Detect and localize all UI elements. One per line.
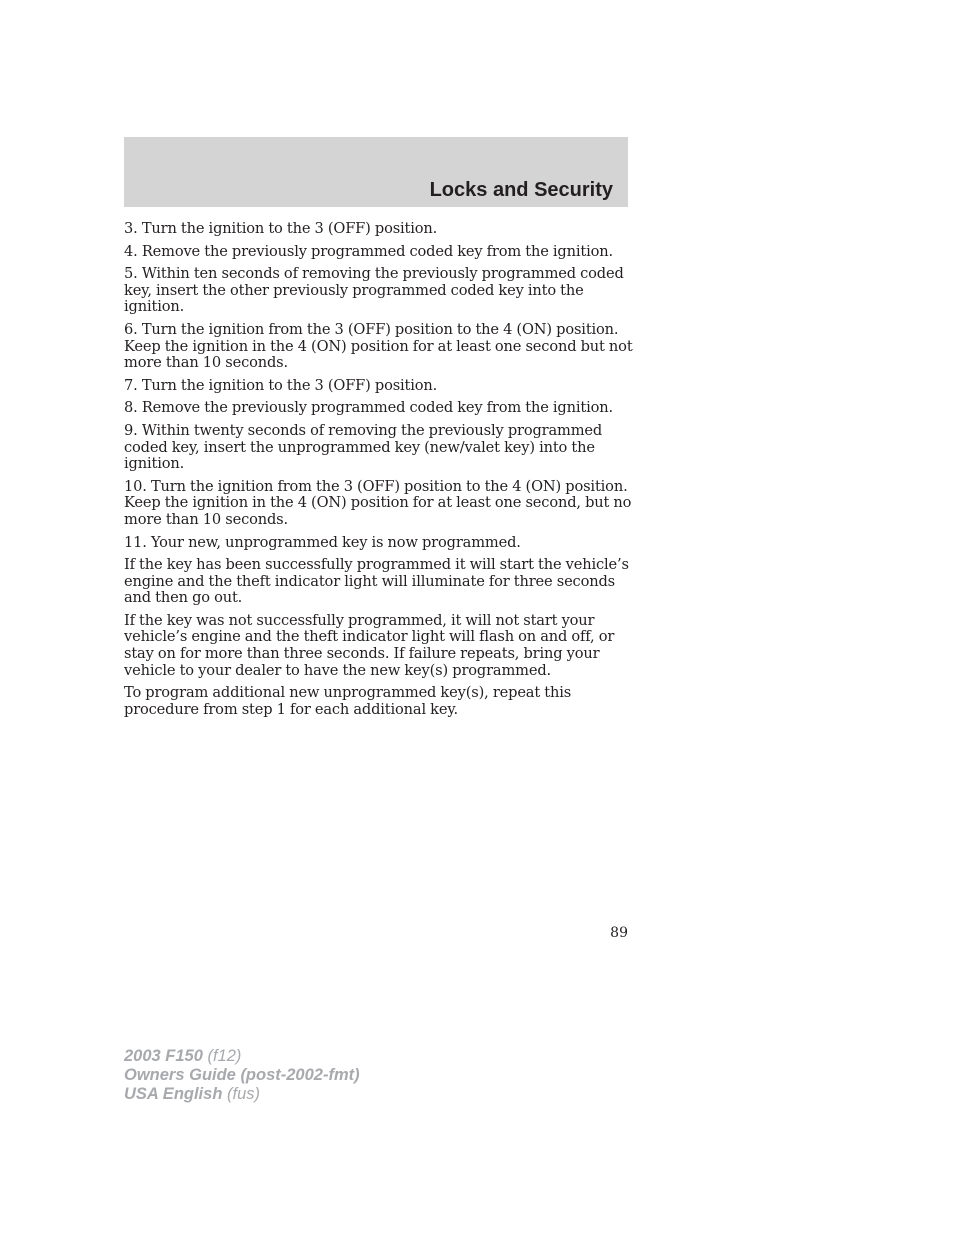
paragraph-step-7: 7. Turn the ignition to the 3 (OFF) position. [124, 376, 438, 394]
section-header-band [124, 137, 628, 207]
footer-guide: Owners Guide (post-2002-fmt) [124, 1066, 360, 1084]
paragraph-step-3: 3. Turn the ignition to the 3 (OFF) position. [124, 220, 438, 237]
paragraph-success: If the key has been successfully programmed it will start the vehicle’s engine and the theft indicator light will illuminate for three seconds and then go out. [124, 556, 629, 607]
footer-line-language [124, 1085, 360, 1104]
footer-language-code: (fus) [222, 1085, 260, 1103]
paragraph-step-10: 10. Turn the ignition from the 3 (OFF) position to the 4 (ON) position. Keep the ignition in the 4 (ON) position for at least one second, but no more than 10 seconds. [124, 477, 632, 528]
paragraph-step-5: 5. Within ten seconds of removing the previously programmed coded key, insert the other previously programmed coded key into the ignition. [124, 265, 624, 316]
document-footer [124, 1047, 360, 1104]
body-text [124, 221, 634, 724]
paragraph-step-8: 8. Remove the previously programmed coded key from the ignition. [124, 399, 613, 417]
section-title: Locks and Security [429, 179, 613, 201]
footer-line-guide [124, 1066, 360, 1085]
paragraph-step-11: 11. Your new, unprogrammed key is now programmed. [124, 533, 521, 551]
footer-line-model [124, 1047, 360, 1066]
paragraph-failure: If the key was not successfully programmed, it will not start your vehicle’s engine and the theft indicator light will flash on and off, or stay on for more than three seconds. If failure repeats, bring your vehicle to your dealer to have the new key(s) programmed. [124, 611, 615, 679]
footer-language: USA English [124, 1085, 223, 1103]
footer-model-code: (f12) [202, 1047, 242, 1065]
paragraph-step-9: 9. Within twenty seconds of removing the previously programmed coded key, insert the unprogrammed key (new/valet key) into the ignition. [124, 421, 603, 473]
footer-model: 2003 F150 [124, 1047, 203, 1065]
paragraph-step-4: 4. Remove the previously programmed coded key from the ignition. [124, 242, 613, 260]
paragraph-additional-keys: To program additional new unprogrammed key(s), repeat this procedure from step 1 for each additional key. [124, 684, 572, 718]
paragraph-step-6: 6. Turn the ignition from the 3 (OFF) position to the 4 (ON) position. Keep the ignition in the 4 (ON) position for at least one second but not more than 10 seconds. [124, 320, 633, 372]
page-number: 89 [610, 925, 628, 941]
